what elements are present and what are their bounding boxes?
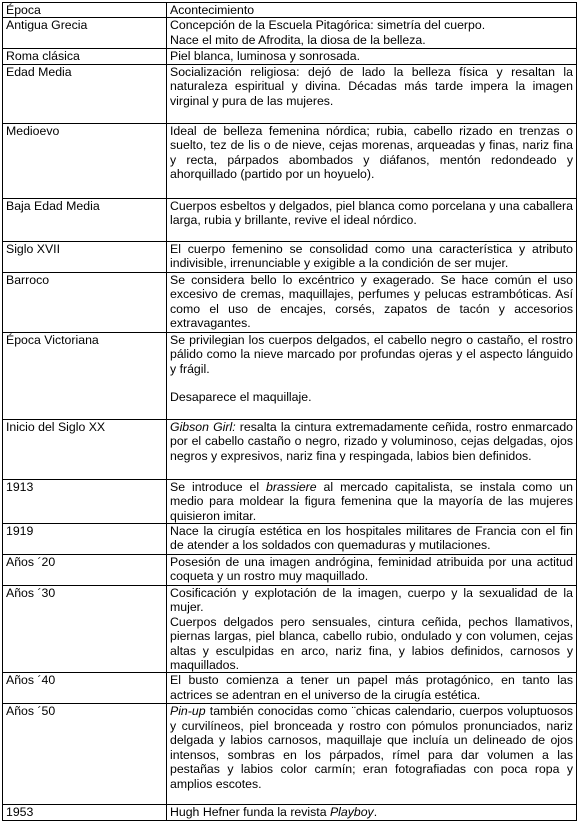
- table-row: [3, 805, 577, 821]
- era-cell: Siglo XVII: [3, 241, 167, 272]
- header-era: Época: [3, 3, 167, 18]
- era-cell: Años ´40: [3, 673, 167, 704]
- event-text: Hugh Hefner funda la revista: [170, 805, 330, 820]
- event-text: también conocidas como ¨chicas calendario, cuerpos voluptuosos y curvilíneos, piel bronceada y rostro con pómulos pronunciados, nariz delgada y labios carnosos, maquillaje que incluía un delineado de ojos intensos, sombras en los párpados, rímel para dar volumen a las pestañas y labios color carmín; eran fotografiadas con poca ropa y amplios escotes.: [170, 704, 573, 791]
- era-cell: Años ´30: [3, 586, 167, 673]
- event-cell: [167, 419, 577, 479]
- event-paragraph: [170, 480, 573, 523]
- header-row: [3, 3, 577, 18]
- event-cell: [167, 555, 577, 586]
- era-cell: 1913: [3, 479, 167, 523]
- table-row: [3, 673, 577, 704]
- era-cell: Roma clásica: [3, 49, 167, 64]
- event-paragraph: [170, 49, 573, 63]
- table-row: [3, 479, 577, 523]
- table-row: [3, 64, 577, 123]
- emphasized-term: Pin-up: [170, 704, 206, 719]
- event-cell: [167, 272, 577, 332]
- event-paragraph: [170, 18, 573, 32]
- table-row: [3, 241, 577, 272]
- event-paragraph: [170, 805, 573, 819]
- beauty-history-table: [2, 2, 577, 821]
- event-text: Cuerpos delgados pero sensuales, cintura ceñida, pechos llamativos, piernas largas, piel blanca, cabello rubio, ondulado y con volumen, cejas altas y esculpidas en arco, nariz fina, y labios definidos, carnosos y maquillados.: [170, 614, 573, 673]
- era-cell: Años ´20: [3, 555, 167, 586]
- table-row: [3, 332, 577, 419]
- event-text: Posesión de una imagen andrógina, feminidad atribuida por una actitud coqueta y un rostro muy maquillado.: [170, 555, 573, 584]
- event-cell: [167, 332, 577, 419]
- table-body: [3, 3, 577, 821]
- era-cell: Inicio del Siglo XX: [3, 419, 167, 479]
- era-cell: Edad Media: [3, 64, 167, 123]
- event-cell: [167, 805, 577, 821]
- event-cell: [167, 241, 577, 272]
- event-text: Nace la cirugía estética en los hospitales militares de Francia con el fin de atender a los soldados con quemaduras y mutilaciones.: [170, 524, 573, 553]
- event-paragraph: [170, 524, 573, 553]
- era-cell: 1919: [3, 524, 167, 555]
- event-text: Socialización religiosa: dejó de lado la belleza física y resaltan la naturaleza espiritual y divina. Décadas más tarde impera la imagen virginal y pura de las mujeres.: [170, 64, 573, 108]
- event-cell: [167, 586, 577, 673]
- event-paragraph: [170, 333, 573, 376]
- event-cell: [167, 198, 577, 241]
- event-paragraph: [170, 615, 573, 673]
- table-row: [3, 524, 577, 555]
- event-paragraph: [170, 704, 573, 790]
- era-cell: Baja Edad Media: [3, 198, 167, 241]
- event-cell: [167, 64, 577, 123]
- event-text: Cuerpos esbeltos y delgados, piel blanca como porcelana y una caballera larga, rubia y brillante, revive el ideal nórdico.: [170, 198, 573, 228]
- emphasized-term: brassiere: [266, 479, 317, 494]
- event-cell: [167, 479, 577, 523]
- emphasized-term: Playboy: [329, 805, 374, 820]
- event-paragraph: [170, 199, 573, 228]
- table-row: [3, 198, 577, 241]
- event-cell: [167, 123, 577, 198]
- table-row: [3, 18, 577, 49]
- event-text: Piel blanca, luminosa y sonrosada.: [170, 49, 361, 64]
- event-text: Se considera bello lo excéntrico y exagerado. Se hace común el uso excesivo de cremas, maquillajes, perfumes y pelucas estrambóticas. Así como el uso de encajes, corsés, zapatos de tacón y accesorios extravagantes.: [170, 272, 573, 331]
- event-cell: [167, 18, 577, 49]
- event-cell: [167, 673, 577, 704]
- event-paragraph: [170, 273, 573, 331]
- event-text: Se privilegian los cuerpos delgados, el cabello negro o castaño, el rostro pálido como la nieve marcado por profundas ojeras y el aspecto lánguido y frágil.: [170, 332, 573, 376]
- event-text: resalta la cintura extremadamente ceñida, rostro enmarcado por el cabello castaño o negro, rizado y voluminoso, cejas delgadas, ojos negros y expresivos, nariz fina y respingada, labios bien definidos.: [170, 419, 573, 463]
- event-paragraph: [170, 586, 573, 615]
- table-row: [3, 555, 577, 586]
- event-text: El busto comienza a tener un papel más protagónico, en tanto las actrices se adentran en el universo de la cirugía estética.: [170, 673, 573, 702]
- era-cell: Barroco: [3, 272, 167, 332]
- event-paragraph: [170, 420, 573, 463]
- table-row: [3, 272, 577, 332]
- header-event: Acontecimiento: [167, 3, 577, 18]
- table-row: [3, 49, 577, 64]
- event-cell: [167, 524, 577, 555]
- table-row: [3, 704, 577, 805]
- event-text: Concepción de la Escuela Pitagórica: simetría del cuerpo.: [170, 18, 486, 33]
- event-cell: [167, 704, 577, 805]
- table-row: [3, 586, 577, 673]
- event-paragraph: [170, 390, 573, 404]
- event-text: Ideal de belleza femenina nórdica; rubia, cabello rizado en trenzas o suelto, tez de lis o de nieve, cejas morenas, arqueadas y finas, nariz fina y recta, párpados abombados y diáfanos, mentón redondeado y ahorquillado (partido por un hoyuelo).: [170, 123, 573, 182]
- event-text: .: [373, 805, 378, 820]
- event-text: al mercado capitalista, se instala como un medio para moldear la figura femenina que la mayoría de las mujeres quisieron imitar.: [170, 479, 573, 523]
- emphasized-term: Gibson Girl:: [170, 419, 236, 434]
- event-text: El cuerpo femenino se consolidad como una característica y atributo indivisible, irrenunciable y exigible a la condición de ser mujer.: [170, 241, 573, 271]
- event-text: Cosificación y explotación de la imagen, cuerpo y la sexualidad de la mujer.: [170, 586, 573, 615]
- event-paragraph: [170, 242, 573, 271]
- event-paragraph: [170, 555, 573, 584]
- era-cell: Época Victoriana: [3, 332, 167, 419]
- table-row: [3, 419, 577, 479]
- era-cell: Medioevo: [3, 123, 167, 198]
- table-row: [3, 123, 577, 198]
- event-cell: [167, 49, 577, 64]
- event-paragraph: [170, 673, 573, 702]
- event-paragraph: [170, 65, 573, 108]
- event-text: Desaparece el maquillaje.: [170, 390, 312, 405]
- event-paragraph: [170, 33, 573, 47]
- era-cell: 1953: [3, 805, 167, 821]
- era-cell: Años ´50: [3, 704, 167, 805]
- era-cell: Antigua Grecia: [3, 18, 167, 49]
- event-paragraph: [170, 124, 573, 182]
- event-text: Se introduce el: [170, 479, 267, 494]
- event-text: Nace el mito de Afrodita, la diosa de la belleza.: [170, 32, 426, 47]
